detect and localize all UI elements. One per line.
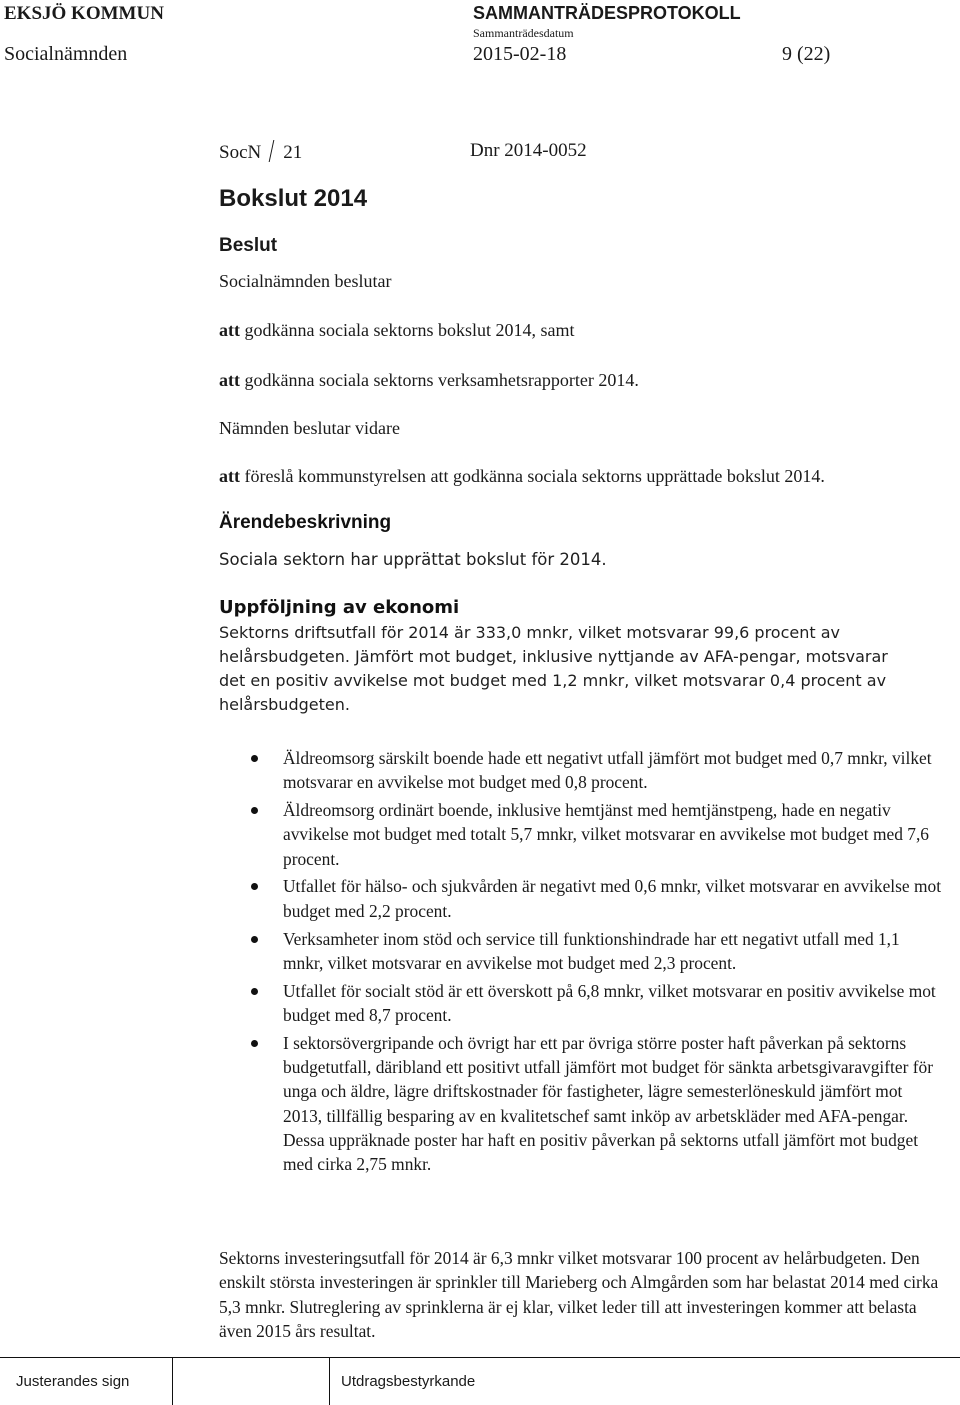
list-item-text: Utfallet för socialt stöd är ett överskott på 6,8 mnkr, vilket motsvarar en positiv avvikelse mot budget med 8,7 procent. bbox=[283, 980, 936, 1025]
further-decision-item bbox=[219, 464, 825, 488]
paragraph-mark-icon bbox=[265, 140, 277, 162]
list-item bbox=[219, 874, 944, 923]
economy-bullet-list bbox=[219, 746, 944, 1180]
economy-line: Sektorns driftsutfall för 2014 är 333,0 mnkr, vilket motsvarar 99,6 procent av bbox=[219, 623, 841, 642]
description-text: Sociala sektorn har upprättat bokslut för 2014. bbox=[219, 550, 607, 569]
further-decision-intro: Nämnden beslutar vidare bbox=[219, 418, 400, 438]
extract-certification-label: Utdragsbestyrkande bbox=[341, 1373, 476, 1390]
bullet-icon bbox=[251, 988, 258, 995]
investment-paragraph: Sektorns investeringsutfall för 2014 är 6,3 mnkr vilket motsvarar 100 procent av helårbudgeten. Den enskilt största investeringen är sprinkler till Marieberg och Almgården som har belastat 2014 med cirka 5,3 mnkr. Slutreglering av sprinklerna är ej klar, vilket leder till att investeringen kommer att belasta även 2015 års resultat. bbox=[219, 1248, 939, 1341]
section-reference bbox=[219, 140, 302, 164]
decision-item-1 bbox=[219, 318, 574, 342]
document-type: SAMMANTRÄDESPROTOKOLL bbox=[473, 3, 741, 23]
organization-name: EKSJÖ KOMMUN bbox=[4, 3, 164, 24]
decision-item-text: godkänna sociala sektorns verksamhetsrapporter 2014. bbox=[240, 370, 639, 390]
decision-item-text: godkänna sociala sektorns bokslut 2014, samt bbox=[240, 320, 575, 340]
board-name: Socialnämnden bbox=[4, 43, 128, 65]
list-item bbox=[219, 798, 944, 871]
decision-intro: Socialnämnden beslutar bbox=[219, 271, 392, 291]
att-keyword: att bbox=[219, 370, 240, 390]
list-item bbox=[219, 746, 944, 795]
economy-heading: Uppföljning av ekonomi bbox=[219, 597, 460, 618]
page-number: 9 (22) bbox=[782, 43, 831, 65]
section-number: 21 bbox=[283, 142, 303, 163]
meeting-date: 2015-02-18 bbox=[473, 43, 567, 65]
diary-number: Dnr 2014-0052 bbox=[470, 140, 587, 161]
signature-label: Justerandes sign bbox=[16, 1373, 130, 1390]
bullet-icon bbox=[251, 807, 258, 814]
economy-line: helårsbudgeten. bbox=[219, 695, 350, 714]
case-title: Bokslut 2014 bbox=[219, 185, 368, 212]
bullet-icon bbox=[251, 883, 258, 890]
decision-item-text: föreslå kommunstyrelsen att godkänna sociala sektorns upprättade bokslut 2014. bbox=[240, 466, 825, 486]
list-item-text: Utfallet för hälso- och sjukvården är negativt med 0,6 mnkr, vilket motsvarar en avvikelse mot budget med 2,2 procent. bbox=[283, 876, 942, 921]
footer bbox=[0, 1357, 960, 1405]
list-item-text: I sektorsövergripande och övrigt har ett par övriga större poster haft påverkan på sektorns budgetutfall, däribland ett positivt utfall jämfört mot budget för sänkta arbetsgivaravgifter för unga och äldre, lägre driftskostnader för fastigheter, lägre semesterlöneskuld jämfört mot 2013, tillfällig besparing av en kvalitetschef samt inköp av arbetskläder med AFA-pengar. Dessa uppräknade poster har haft en positiv påverkan på sektorns utfall jämfört mot budget med cirka 2,75 mnkr. bbox=[283, 1032, 934, 1175]
list-item-text: Äldreomsorg ordinärt boende, inklusive hemtjänst med hemtjänstpeng, hade en negativ avvikelse mot budget med totalt 5,7 mnkr, vilket motsvarar en avvikelse mot budget med 7,6 procent. bbox=[283, 800, 930, 869]
list-item-text: Äldreomsorg särskilt boende hade ett negativt utfall jämfört mot budget med 0,7 mnkr, vilket motsvarar en avvikelse mot budget med 0,8 procent. bbox=[283, 748, 932, 793]
economy-line: helårsbudgeten. Jämfört mot budget, inklusive nyttjande av AFA-pengar, motsvarar bbox=[219, 647, 888, 666]
signature-box bbox=[173, 1358, 330, 1405]
bullet-icon bbox=[251, 755, 258, 762]
economy-line: det en positiv avvikelse mot budget med 1,2 mnkr, vilket motsvarar 0,4 procent av bbox=[219, 671, 887, 690]
section-prefix: SocN bbox=[219, 142, 262, 163]
meeting-date-label: Sammanträdesdatum bbox=[473, 26, 574, 40]
att-keyword: att bbox=[219, 466, 240, 486]
att-keyword: att bbox=[219, 320, 240, 340]
list-item-text: Verksamheter inom stöd och service till funktionshindrade har ett negativt utfall med 1,1 mnkr, vilket motsvarar en avvikelse mot budget med 2,3 procent. bbox=[283, 928, 900, 973]
description-heading: Ärendebeskrivning bbox=[219, 512, 392, 533]
economy-paragraph bbox=[219, 621, 944, 717]
list-item bbox=[219, 927, 944, 976]
decision-heading: Beslut bbox=[219, 235, 278, 256]
list-item bbox=[219, 1031, 944, 1177]
list-item bbox=[219, 979, 944, 1028]
bullet-icon bbox=[251, 936, 258, 943]
decision-item-2 bbox=[219, 368, 639, 392]
bullet-icon bbox=[251, 1040, 258, 1047]
